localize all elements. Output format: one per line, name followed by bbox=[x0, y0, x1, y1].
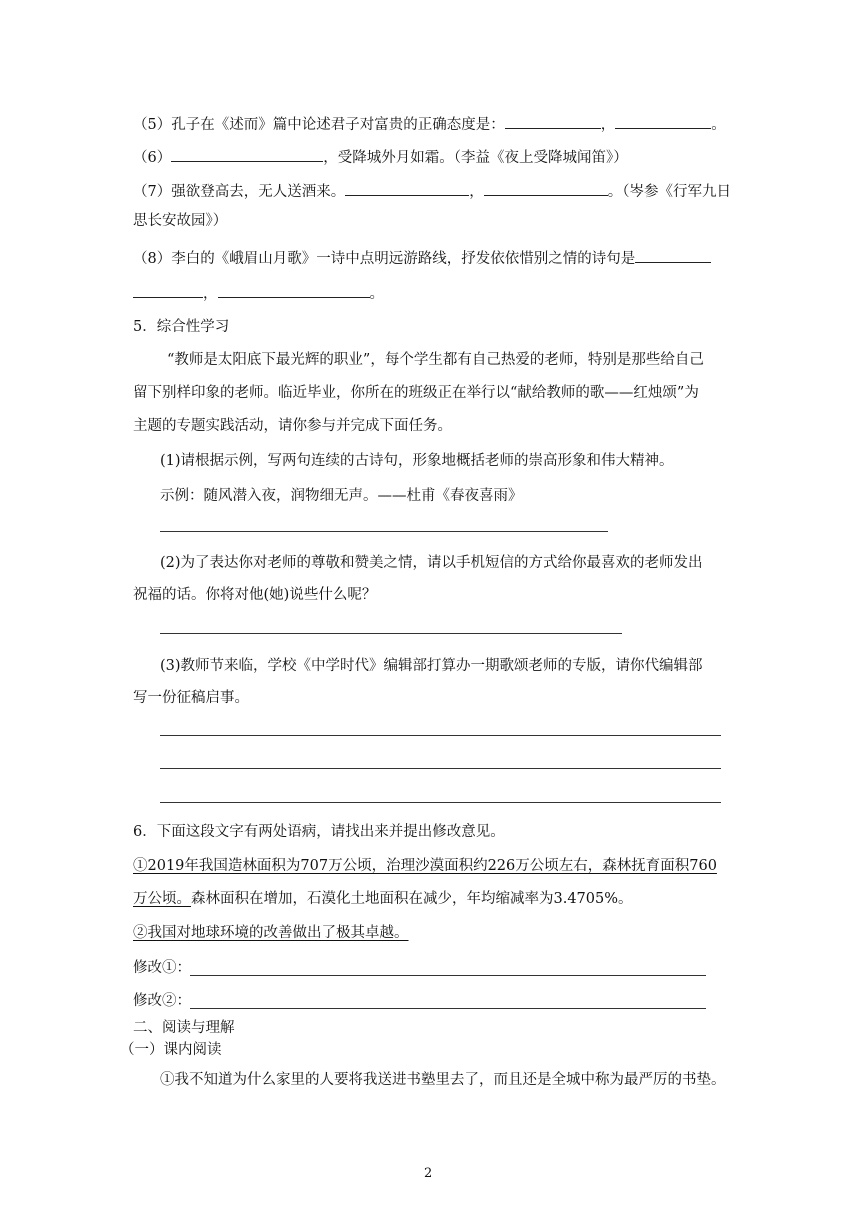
task2-prompt-line2: 祝福的话。你将对他(她)说些什么呢？ bbox=[133, 587, 377, 603]
fix2-answer-line[interactable] bbox=[190, 1008, 706, 1009]
answer-line[interactable] bbox=[160, 633, 622, 634]
sentence2: ②我国对地球环境的改善做出了极其卓越。 bbox=[133, 925, 409, 941]
fix2-label: 修改②： bbox=[133, 993, 191, 1009]
answer-line[interactable] bbox=[160, 531, 608, 532]
separator: ， bbox=[203, 286, 218, 302]
sentence1-underlined: 万公顷。 bbox=[133, 891, 191, 907]
answer-blank[interactable] bbox=[218, 282, 370, 298]
part2-paragraph1: ①我不知道为什么家里的人要将我送进书塾里去了，而且还是全城中称为最严厉的书垫。 bbox=[160, 1072, 726, 1088]
section5-heading: 5．综合性学习 bbox=[133, 319, 230, 335]
q7-source: 。（岑参《行军九日 bbox=[607, 184, 731, 200]
q6-number: （6） bbox=[133, 150, 172, 166]
answer-line[interactable] bbox=[160, 768, 721, 769]
poetry-q8-line2 bbox=[133, 282, 384, 304]
answer-blank[interactable] bbox=[635, 247, 711, 263]
fix1-label: 修改①： bbox=[133, 960, 191, 976]
page-number: 2 bbox=[424, 1166, 433, 1181]
sentence1-line1: ①2019年我国造林面积为707万公顷，治理沙漠面积约226万公顷左右，森林抚育面积760 bbox=[133, 858, 717, 874]
separator: ， bbox=[469, 184, 484, 200]
task3-prompt-line1: (3)教师节来临，学校《中学时代》编辑部打算办一期歌颂老师的专版，请你代编辑部 bbox=[160, 658, 703, 674]
poetry-q7-line2: 思长安故园》） bbox=[133, 213, 228, 229]
poetry-q6 bbox=[133, 146, 628, 168]
answer-blank[interactable] bbox=[505, 113, 601, 129]
section6-heading: 6．下面这段文字有两处语病，请找出来并提出修改意见。 bbox=[133, 824, 505, 840]
section5-intro-line1: “教师是太阳底下最光辉的职业”，每个学生都有自己热爱的老师，特别是那些给自己 bbox=[167, 352, 704, 368]
poetry-q5 bbox=[133, 113, 726, 135]
answer-blank[interactable] bbox=[484, 180, 608, 196]
task1-example: 示例：随风潜入夜，润物细无声。——杜甫《春夜喜雨》 bbox=[160, 488, 523, 504]
fix1-answer-line[interactable] bbox=[190, 975, 706, 976]
task2-prompt-line1: (2)为了表达你对老师的尊敬和赞美之情，请以手机短信的方式给你最喜欢的老师发出 bbox=[160, 555, 703, 571]
answer-blank[interactable] bbox=[615, 113, 711, 129]
poetry-q8-line1 bbox=[133, 247, 711, 269]
answer-line[interactable] bbox=[160, 735, 721, 736]
answer-blank[interactable] bbox=[133, 282, 203, 298]
part2-heading: 二、阅读与理解 bbox=[133, 1020, 235, 1036]
answer-line[interactable] bbox=[160, 802, 721, 803]
q6-text: ，受降城外月如霜。（李益《夜上受降城闻笛》） bbox=[323, 150, 628, 166]
task1-prompt: (1)请根据示例，写两句连续的古诗句，形象地概括老师的崇高形象和伟大精神。 bbox=[160, 453, 674, 469]
answer-blank[interactable] bbox=[171, 146, 323, 162]
task3-prompt-line2: 写一份征稿启事。 bbox=[133, 690, 249, 706]
section5-intro-line3: 主题的专题实践活动，请你参与并完成下面任务。 bbox=[133, 418, 452, 434]
end-punct: 。 bbox=[369, 286, 384, 302]
sentence1-line2 bbox=[133, 889, 633, 909]
answer-blank[interactable] bbox=[345, 180, 469, 196]
q8-text: （8）李白的《峨眉山月歌》一诗中点明远游路线，抒发依依惜别之情的诗句是 bbox=[133, 251, 636, 267]
section5-intro-line2: 留下别样印象的老师。临近毕业，你所在的班级正在举行以“献给教师的歌——红烛颂”为 bbox=[133, 385, 699, 401]
q5-text: （5）孔子在《述而》篇中论述君子对富贵的正确态度是： bbox=[133, 117, 505, 133]
end-punct: 。 bbox=[711, 117, 726, 133]
q7-text: （7）强欲登高去，无人送酒来。 bbox=[133, 184, 346, 200]
poetry-q7-line1 bbox=[133, 180, 731, 202]
sentence1-rest: 森林面积在增加，石漠化土地面积在减少，年均缩减率为3.4705%。 bbox=[191, 891, 633, 907]
part2-subheading: （一）课内阅读 bbox=[120, 1042, 222, 1058]
separator: ， bbox=[600, 117, 616, 133]
